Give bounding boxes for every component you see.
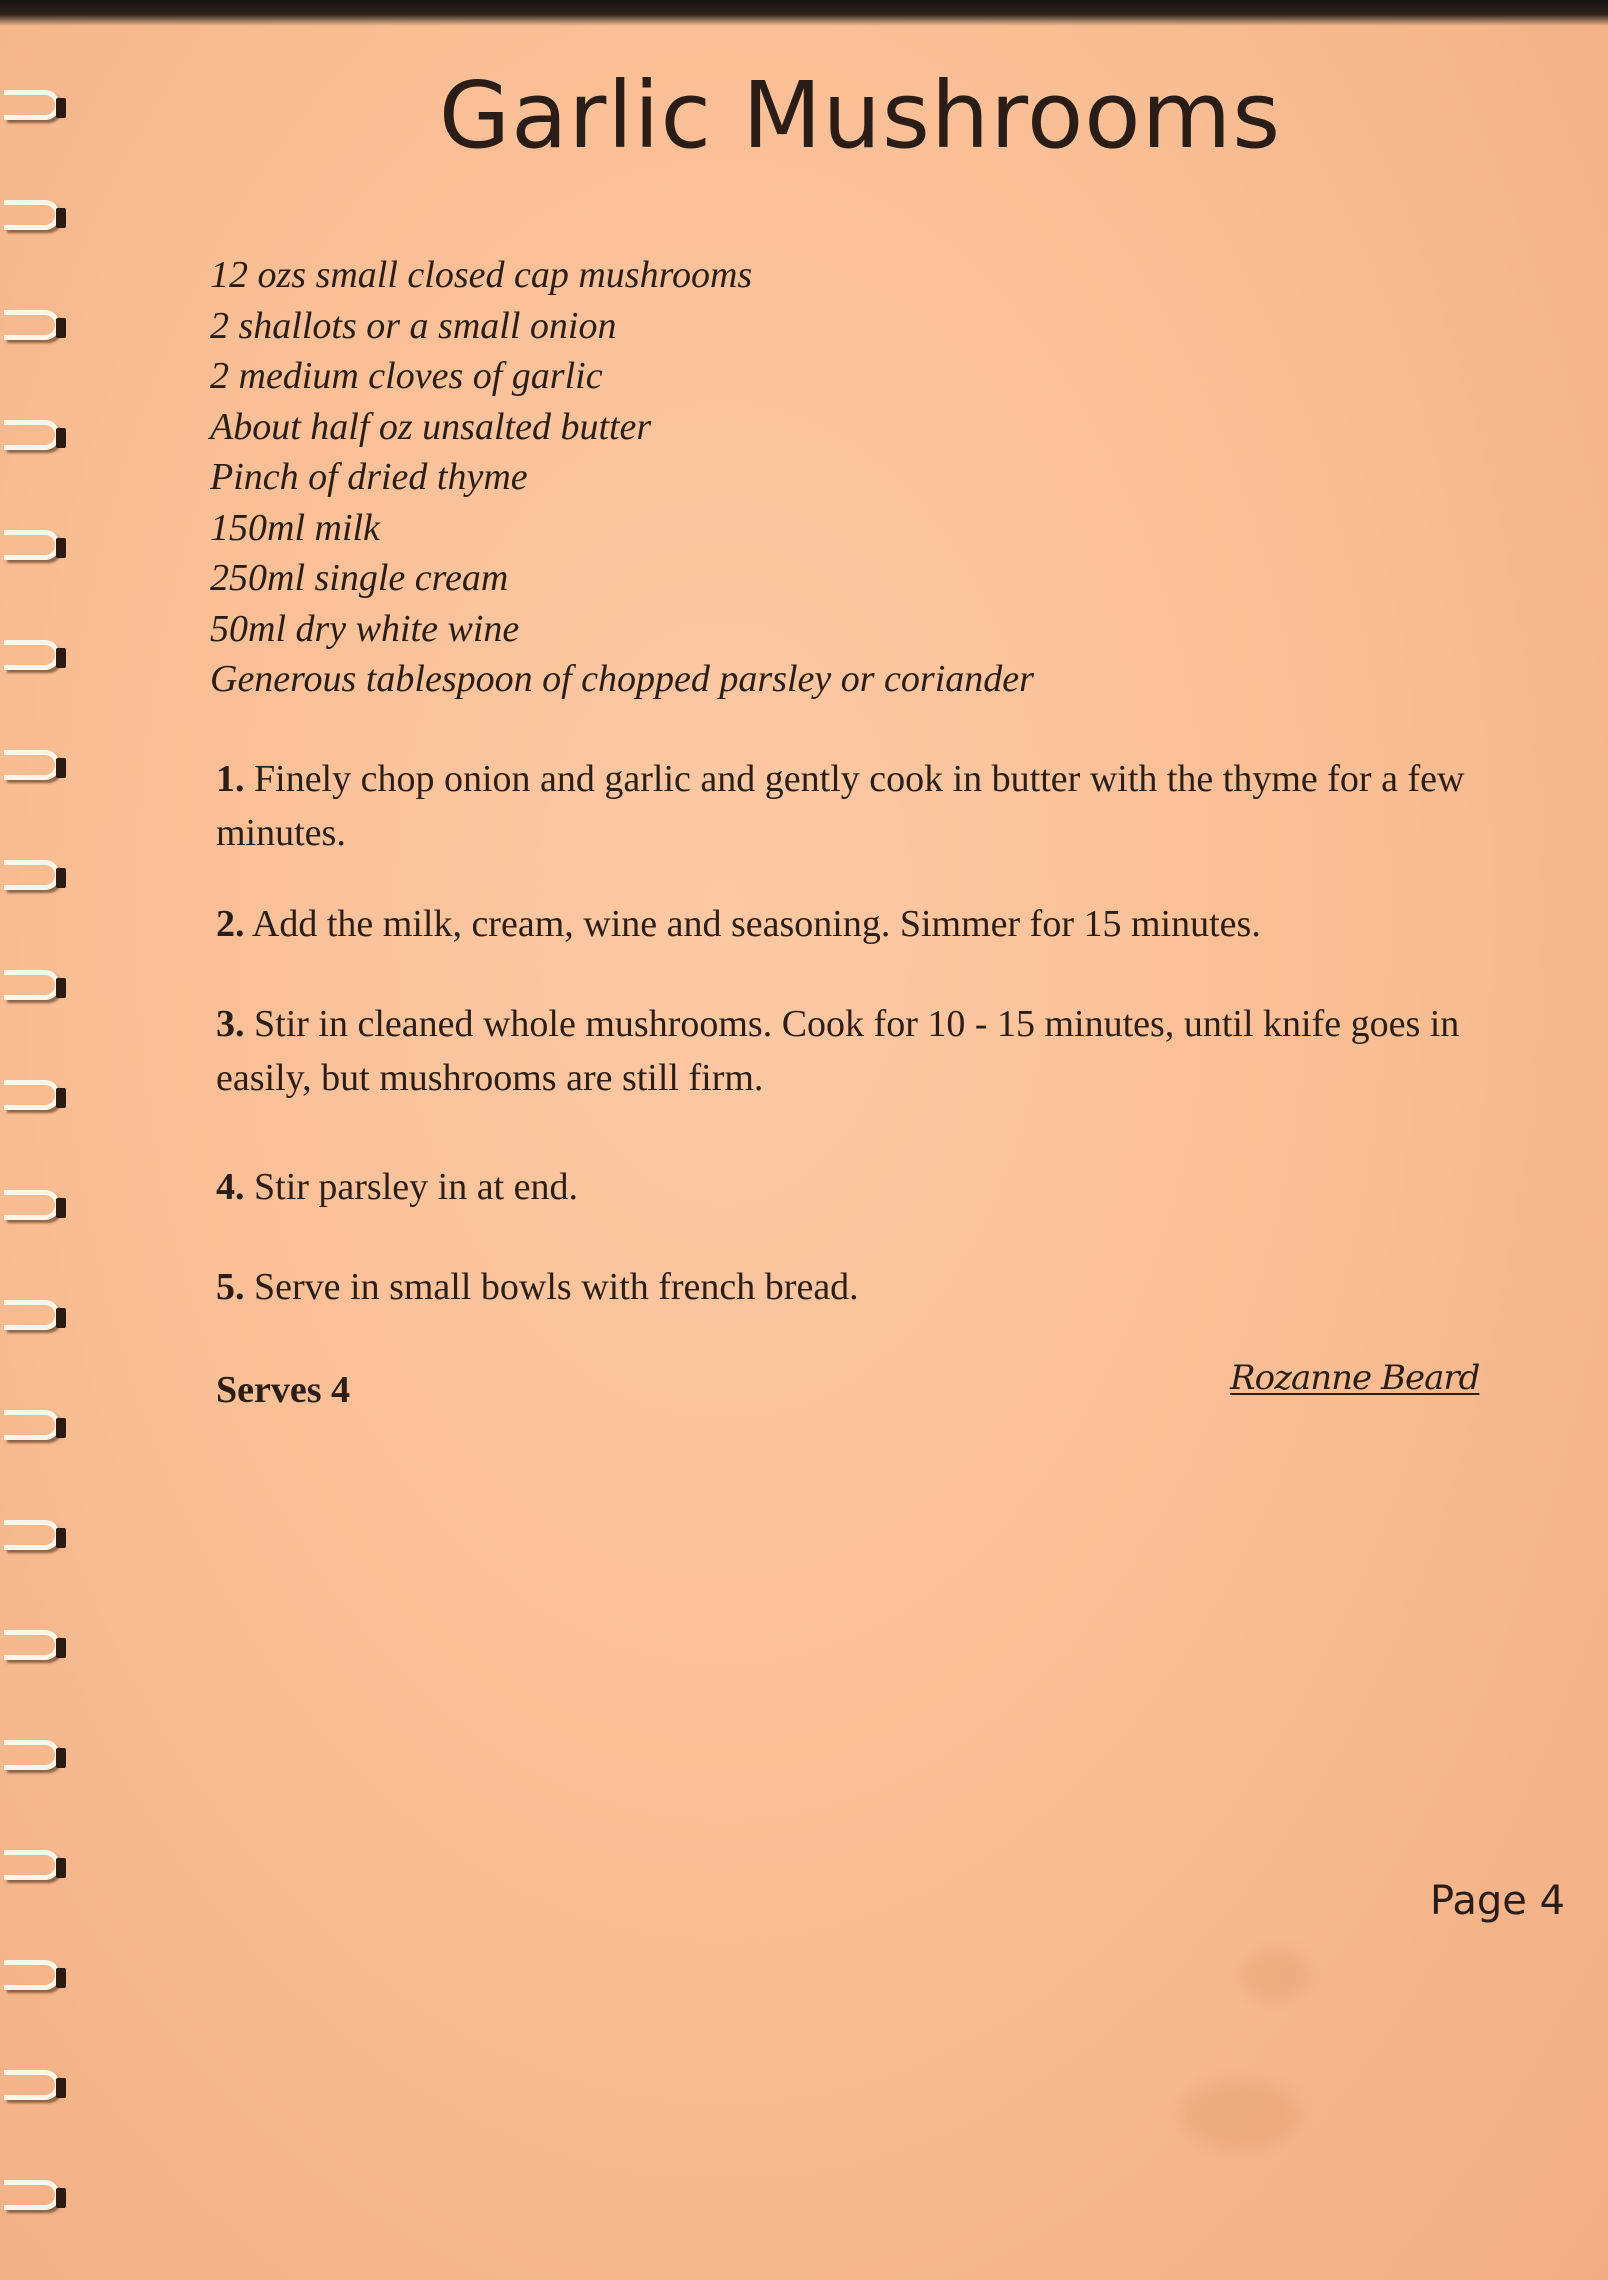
binding-ring <box>4 310 64 346</box>
binding-ring <box>4 1410 64 1446</box>
step-number: 2. <box>216 903 245 945</box>
serves-count: Serves 4 <box>216 1369 351 1411</box>
binding-hole <box>56 1088 66 1108</box>
step-text: Stir in cleaned whole mushrooms. Cook for 10 - 15 minutes, until knife goes in easily, but mushrooms are still firm. <box>216 1003 1460 1099</box>
binding-ring <box>4 1520 64 1556</box>
ingredient-item: 50ml dry white wine <box>210 607 520 650</box>
binding-ring-loop <box>4 1080 60 1110</box>
binding-ring-loop <box>4 1850 60 1880</box>
paper-stain <box>1180 2080 1300 2150</box>
binding-ring <box>4 1850 64 1886</box>
ingredient-item: 2 shallots or a small onion <box>210 304 617 347</box>
step-number: 4. <box>216 1166 245 1208</box>
ingredient-item: Generous tablespoon of chopped parsley or coriander <box>210 658 1034 700</box>
binding-hole <box>56 2078 66 2098</box>
binding-hole <box>56 318 66 338</box>
binding-ring-loop <box>4 2180 60 2210</box>
binding-ring-loop <box>4 1960 60 1990</box>
binding-hole <box>56 1858 66 1878</box>
ingredient-list <box>210 250 1034 705</box>
binding-hole <box>56 208 66 228</box>
binding-hole <box>56 1968 66 1988</box>
binding-ring <box>4 1740 64 1776</box>
binding-ring-loop <box>4 640 60 670</box>
method-step <box>216 1160 1526 1214</box>
page-top-edge-shadow <box>0 0 1608 26</box>
binding-hole <box>56 1638 66 1658</box>
ingredient-item: 250ml single cream <box>210 557 509 599</box>
binding-ring-loop <box>4 310 60 340</box>
binding-ring-loop <box>4 1630 60 1660</box>
binding-ring-loop <box>4 530 60 560</box>
binding-hole <box>56 868 66 888</box>
binding-ring <box>4 1080 64 1116</box>
binding-hole <box>56 1528 66 1548</box>
binding-ring <box>4 640 64 676</box>
binding-ring-loop <box>4 1740 60 1770</box>
method-step <box>216 1260 1526 1314</box>
ingredient-item: 150ml milk <box>210 506 380 549</box>
method-step <box>216 997 1526 1105</box>
binding-ring-loop <box>4 200 60 230</box>
binding-hole <box>56 1748 66 1768</box>
binding-hole <box>56 978 66 998</box>
spiral-binding <box>0 20 90 2280</box>
binding-hole <box>56 648 66 668</box>
binding-ring <box>4 1960 64 1996</box>
ingredient-item: Pinch of dried thyme <box>210 456 528 498</box>
binding-ring <box>4 860 64 896</box>
binding-ring <box>4 2070 64 2106</box>
binding-ring <box>4 1630 64 1666</box>
step-text: Add the milk, cream, wine and seasoning. Simmer for 15 minutes. <box>251 903 1261 945</box>
binding-ring <box>4 1300 64 1336</box>
binding-ring <box>4 2180 64 2216</box>
binding-ring-loop <box>4 420 60 450</box>
ingredient-item: 2 medium cloves of garlic <box>210 355 603 397</box>
binding-ring <box>4 420 64 456</box>
binding-hole <box>56 1308 66 1328</box>
ingredient-item: 12 ozs small closed cap mushrooms <box>210 254 753 296</box>
binding-ring-loop <box>4 970 60 1000</box>
method-step <box>216 897 1526 951</box>
step-number: 3. <box>216 1003 245 1045</box>
step-text: Stir parsley in at end. <box>254 1166 578 1208</box>
step-text: Finely chop onion and garlic and gently cook in butter with the thyme for a few minutes. <box>216 758 1465 854</box>
binding-hole <box>56 758 66 778</box>
binding-ring-loop <box>4 1190 60 1220</box>
binding-ring-loop <box>4 1300 60 1330</box>
binding-hole <box>56 538 66 558</box>
binding-hole <box>56 2188 66 2208</box>
page-number: Page 4 <box>1430 1878 1565 1924</box>
step-number: 5. <box>216 1266 245 1308</box>
binding-ring <box>4 750 64 786</box>
ingredient-item: About half oz unsalted butter <box>210 405 652 448</box>
binding-ring-loop <box>4 2070 60 2100</box>
binding-hole <box>56 1418 66 1438</box>
paper-stain <box>1240 1950 1310 2000</box>
binding-ring <box>4 1190 64 1226</box>
binding-ring-loop <box>4 860 60 890</box>
binding-ring-loop <box>4 1520 60 1550</box>
binding-hole <box>56 1198 66 1218</box>
binding-ring-loop <box>4 1410 60 1440</box>
binding-ring-loop <box>4 750 60 780</box>
binding-ring <box>4 200 64 236</box>
method-step <box>216 752 1526 860</box>
binding-ring <box>4 970 64 1006</box>
binding-hole <box>56 428 66 448</box>
author-signature: Rozanne Beard <box>1230 1358 1480 1398</box>
step-number: 1. <box>216 758 245 800</box>
recipe-title: Garlic Mushrooms <box>438 62 1282 169</box>
step-text: Serve in small bowls with french bread. <box>254 1266 859 1308</box>
binding-ring <box>4 530 64 566</box>
